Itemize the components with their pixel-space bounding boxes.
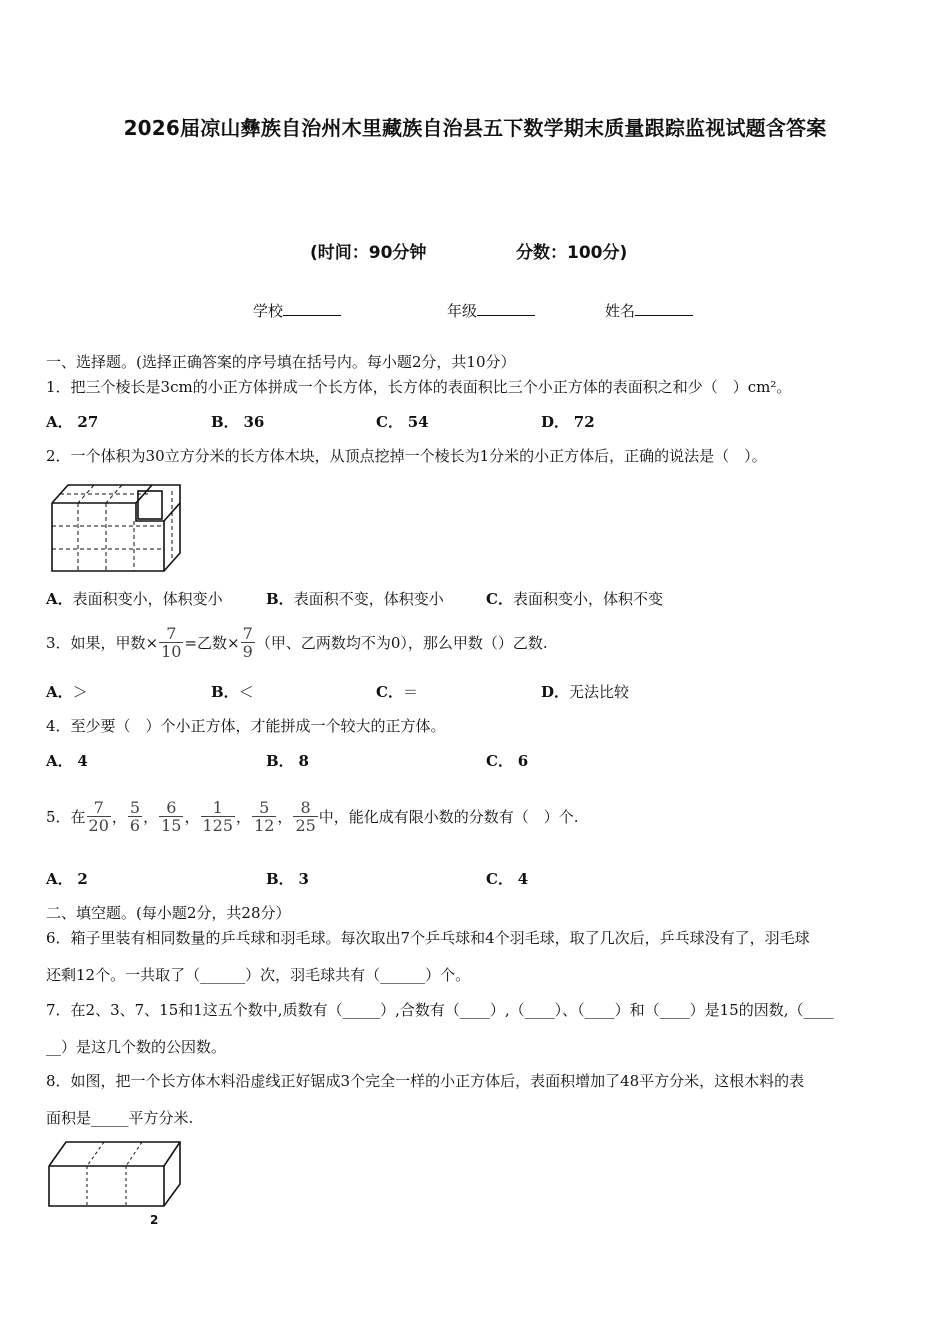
- q5-separator: ，: [111, 807, 127, 826]
- q8-cuboid-figure: [46, 1138, 186, 1228]
- q5-suffix: 中，能化成有限小数的分数有（ ）个.: [318, 807, 579, 826]
- grade-label: 年级: [447, 302, 478, 320]
- q5-fraction: $\frac{7}{20}$: [88, 797, 109, 835]
- q4-text: 4．至少要（ ）个小正方体，才能拼成一个较大的正方体。: [46, 717, 446, 735]
- name-label: 姓名: [605, 302, 636, 320]
- q5-fraction: $\frac{5}{12}$: [254, 797, 275, 835]
- document-title: 2026届凉山彝族自治州木里藏族自治县五下数学期末质量跟踪监视试题含答案: [123, 116, 827, 140]
- q5-fraction: $\frac{8}{25}$: [295, 797, 316, 835]
- q2-option-b[interactable]: B．表面积不变，体积变小: [266, 590, 444, 608]
- q1-option-c[interactable]: C． 54: [376, 413, 429, 431]
- q5-separator: ，: [143, 807, 159, 826]
- q3-suffix: （甲、乙两数均不为0），那么甲数（）乙数.: [255, 633, 548, 652]
- q3-text: [46, 620, 548, 664]
- q5-text: [46, 790, 579, 842]
- q3-option-c[interactable]: C．＝: [376, 683, 418, 701]
- section1-heading: 一、选择题。(选择正确答案的序号填在括号内。每小题2分，共10分）: [46, 353, 516, 371]
- q2-text: 2．一个体积为30立方分米的长方体木块，从顶点挖掉一个棱长为1分米的小正方体后，正确的说法是（ ）。: [46, 447, 767, 465]
- q1-option-d[interactable]: D． 72: [541, 413, 595, 431]
- q5-prefix: 5．在: [46, 807, 86, 826]
- q2-option-c[interactable]: C．表面积变小，体积不变: [486, 590, 663, 608]
- name-field: [605, 300, 693, 321]
- q3-fraction-1: $\frac{7}{10}$: [161, 623, 182, 661]
- q8-figure-label: 2: [150, 1213, 159, 1227]
- q7-line2: __）是这几个数的公因数。: [46, 1038, 227, 1056]
- q5-fraction: $\frac{5}{6}$: [129, 797, 141, 835]
- q5-fraction: $\frac{6}{15}$: [161, 797, 182, 835]
- q4-option-a[interactable]: A． 4: [46, 752, 88, 770]
- q5-option-a[interactable]: A． 2: [46, 870, 88, 888]
- q6-line2: 还剩12个。一共取了（______）次，羽毛球共有（______）个。: [46, 966, 471, 984]
- q2-option-a[interactable]: A．表面积变小，体积变小: [46, 590, 223, 608]
- q1-option-a[interactable]: A． 27: [46, 413, 99, 431]
- school-blank[interactable]: [283, 301, 341, 316]
- q1-text: 1．把三个棱长是3cm的小正方体拼成一个长方体，长方体的表面积比三个小正方体的表面积之和少（ ）cm²。: [46, 378, 792, 396]
- q5-fraction: $\frac{1}{125}$: [202, 797, 234, 835]
- q8-line1: 8．如图，把一个长方体木料沿虚线正好锯成3个完全一样的小正方体后，表面积增加了48平方分米，这根木料的表: [46, 1072, 805, 1090]
- q3-option-a[interactable]: A．＞: [46, 683, 88, 701]
- q8-line2: 面积是_____平方分米.: [46, 1109, 194, 1127]
- q4-option-b[interactable]: B． 8: [266, 752, 309, 770]
- grade-blank[interactable]: [477, 301, 535, 316]
- q5-separator: ，: [236, 807, 252, 826]
- q3-fraction-2: $\frac{7}{9}$: [242, 623, 253, 661]
- q3-prefix: 3．如果，甲数×: [46, 633, 159, 652]
- q5-option-b[interactable]: B． 3: [266, 870, 309, 888]
- q1-option-b[interactable]: B． 36: [211, 413, 265, 431]
- exam-time: (时间：90分钟: [310, 243, 427, 263]
- q3-middle: =乙数×: [184, 633, 240, 652]
- q3-option-b[interactable]: B．＜: [211, 683, 254, 701]
- q5-option-c[interactable]: C． 4: [486, 870, 529, 888]
- school-label: 学校: [253, 302, 284, 320]
- exam-score: 分数：100分): [516, 243, 628, 263]
- q4-option-c[interactable]: C． 6: [486, 752, 529, 770]
- name-blank[interactable]: [635, 301, 693, 316]
- q5-separator: ，: [184, 807, 200, 826]
- q2-cuboid-figure: [48, 481, 184, 573]
- q7-line1: 7．在2、3、7、15和1这五个数中,质数有（_____）,合数有（____）,（____）、（____）和（____）是15的因数,（____: [46, 1001, 834, 1019]
- q5-separator: ，: [277, 807, 293, 826]
- q3-option-d[interactable]: D．无法比较: [541, 683, 630, 701]
- school-field: [253, 300, 341, 321]
- section2-heading: 二、填空题。(每小题2分，共28分）: [46, 904, 291, 922]
- q6-line1: 6．箱子里装有相同数量的乒乓球和羽毛球。每次取出7个乒乓球和4个羽毛球，取了几次后，乒乓球没有了，羽毛球: [46, 929, 810, 947]
- grade-field: [447, 300, 535, 321]
